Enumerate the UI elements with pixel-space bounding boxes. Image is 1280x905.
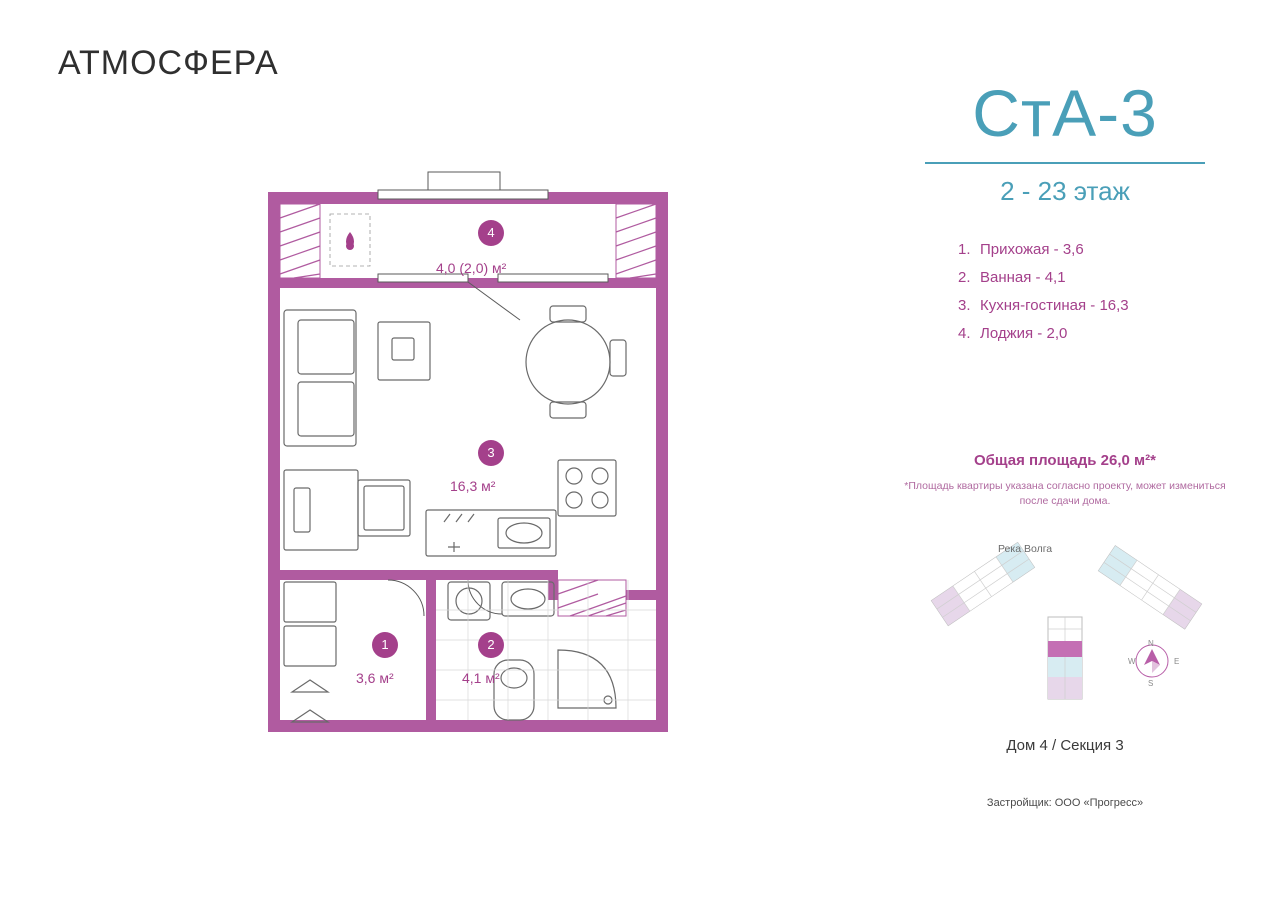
house-section-label: Дом 4 / Секция 3	[1006, 737, 1124, 755]
room-index: 3.	[958, 297, 971, 314]
room-index: 1.	[958, 241, 971, 258]
room-area-2: 4,1 м²	[462, 670, 500, 686]
brand-logo: АТМОСФЕРА	[58, 44, 279, 82]
floor-plan-svg	[258, 170, 678, 750]
room-bubble-4: 4	[478, 220, 504, 246]
room-bubble-3: 3	[478, 440, 504, 466]
compass-west: W	[1128, 657, 1136, 667]
room-area-1: 3,6 м²	[356, 670, 394, 686]
room-bubble-2: 2	[478, 632, 504, 658]
list-item	[958, 269, 1230, 286]
floor-plan	[258, 170, 678, 750]
info-panel	[900, 76, 1230, 810]
room-label: Ванная - 4,1	[980, 269, 1066, 286]
compass-east: E	[1174, 657, 1180, 667]
list-item	[958, 297, 1230, 314]
title-divider	[925, 162, 1205, 164]
area-disclaimer: *Площадь квартиры указана согласно проекту, может измениться после сдачи дома.	[904, 480, 1226, 508]
room-bubble-1: 1	[372, 632, 398, 658]
developer-label: Застройщик: ООО «Прогресс»	[986, 797, 1144, 810]
room-label: Прихожая - 3,6	[980, 241, 1084, 258]
river-label: Река Волга	[998, 543, 1053, 556]
floors-range: 2 - 23 этаж	[1000, 176, 1130, 206]
room-index: 2.	[958, 269, 971, 286]
site-plan	[900, 529, 1230, 810]
compass-north: N	[1148, 639, 1154, 649]
room-label: Лоджия - 2,0	[980, 325, 1068, 342]
page-title: СтА-3	[972, 76, 1158, 150]
list-item	[958, 241, 1230, 258]
room-index: 4.	[958, 325, 971, 342]
site-plan-svg	[900, 529, 1230, 729]
room-area-3: 16,3 м²	[450, 478, 496, 494]
total-area: Общая площадь 26,0 м²*	[974, 452, 1156, 469]
room-area-4: 4,0 (2,0) м²	[436, 260, 507, 276]
room-list	[958, 241, 1230, 342]
compass-south: S	[1148, 679, 1154, 689]
list-item	[958, 325, 1230, 342]
room-label: Кухня-гостиная - 16,3	[980, 297, 1129, 314]
